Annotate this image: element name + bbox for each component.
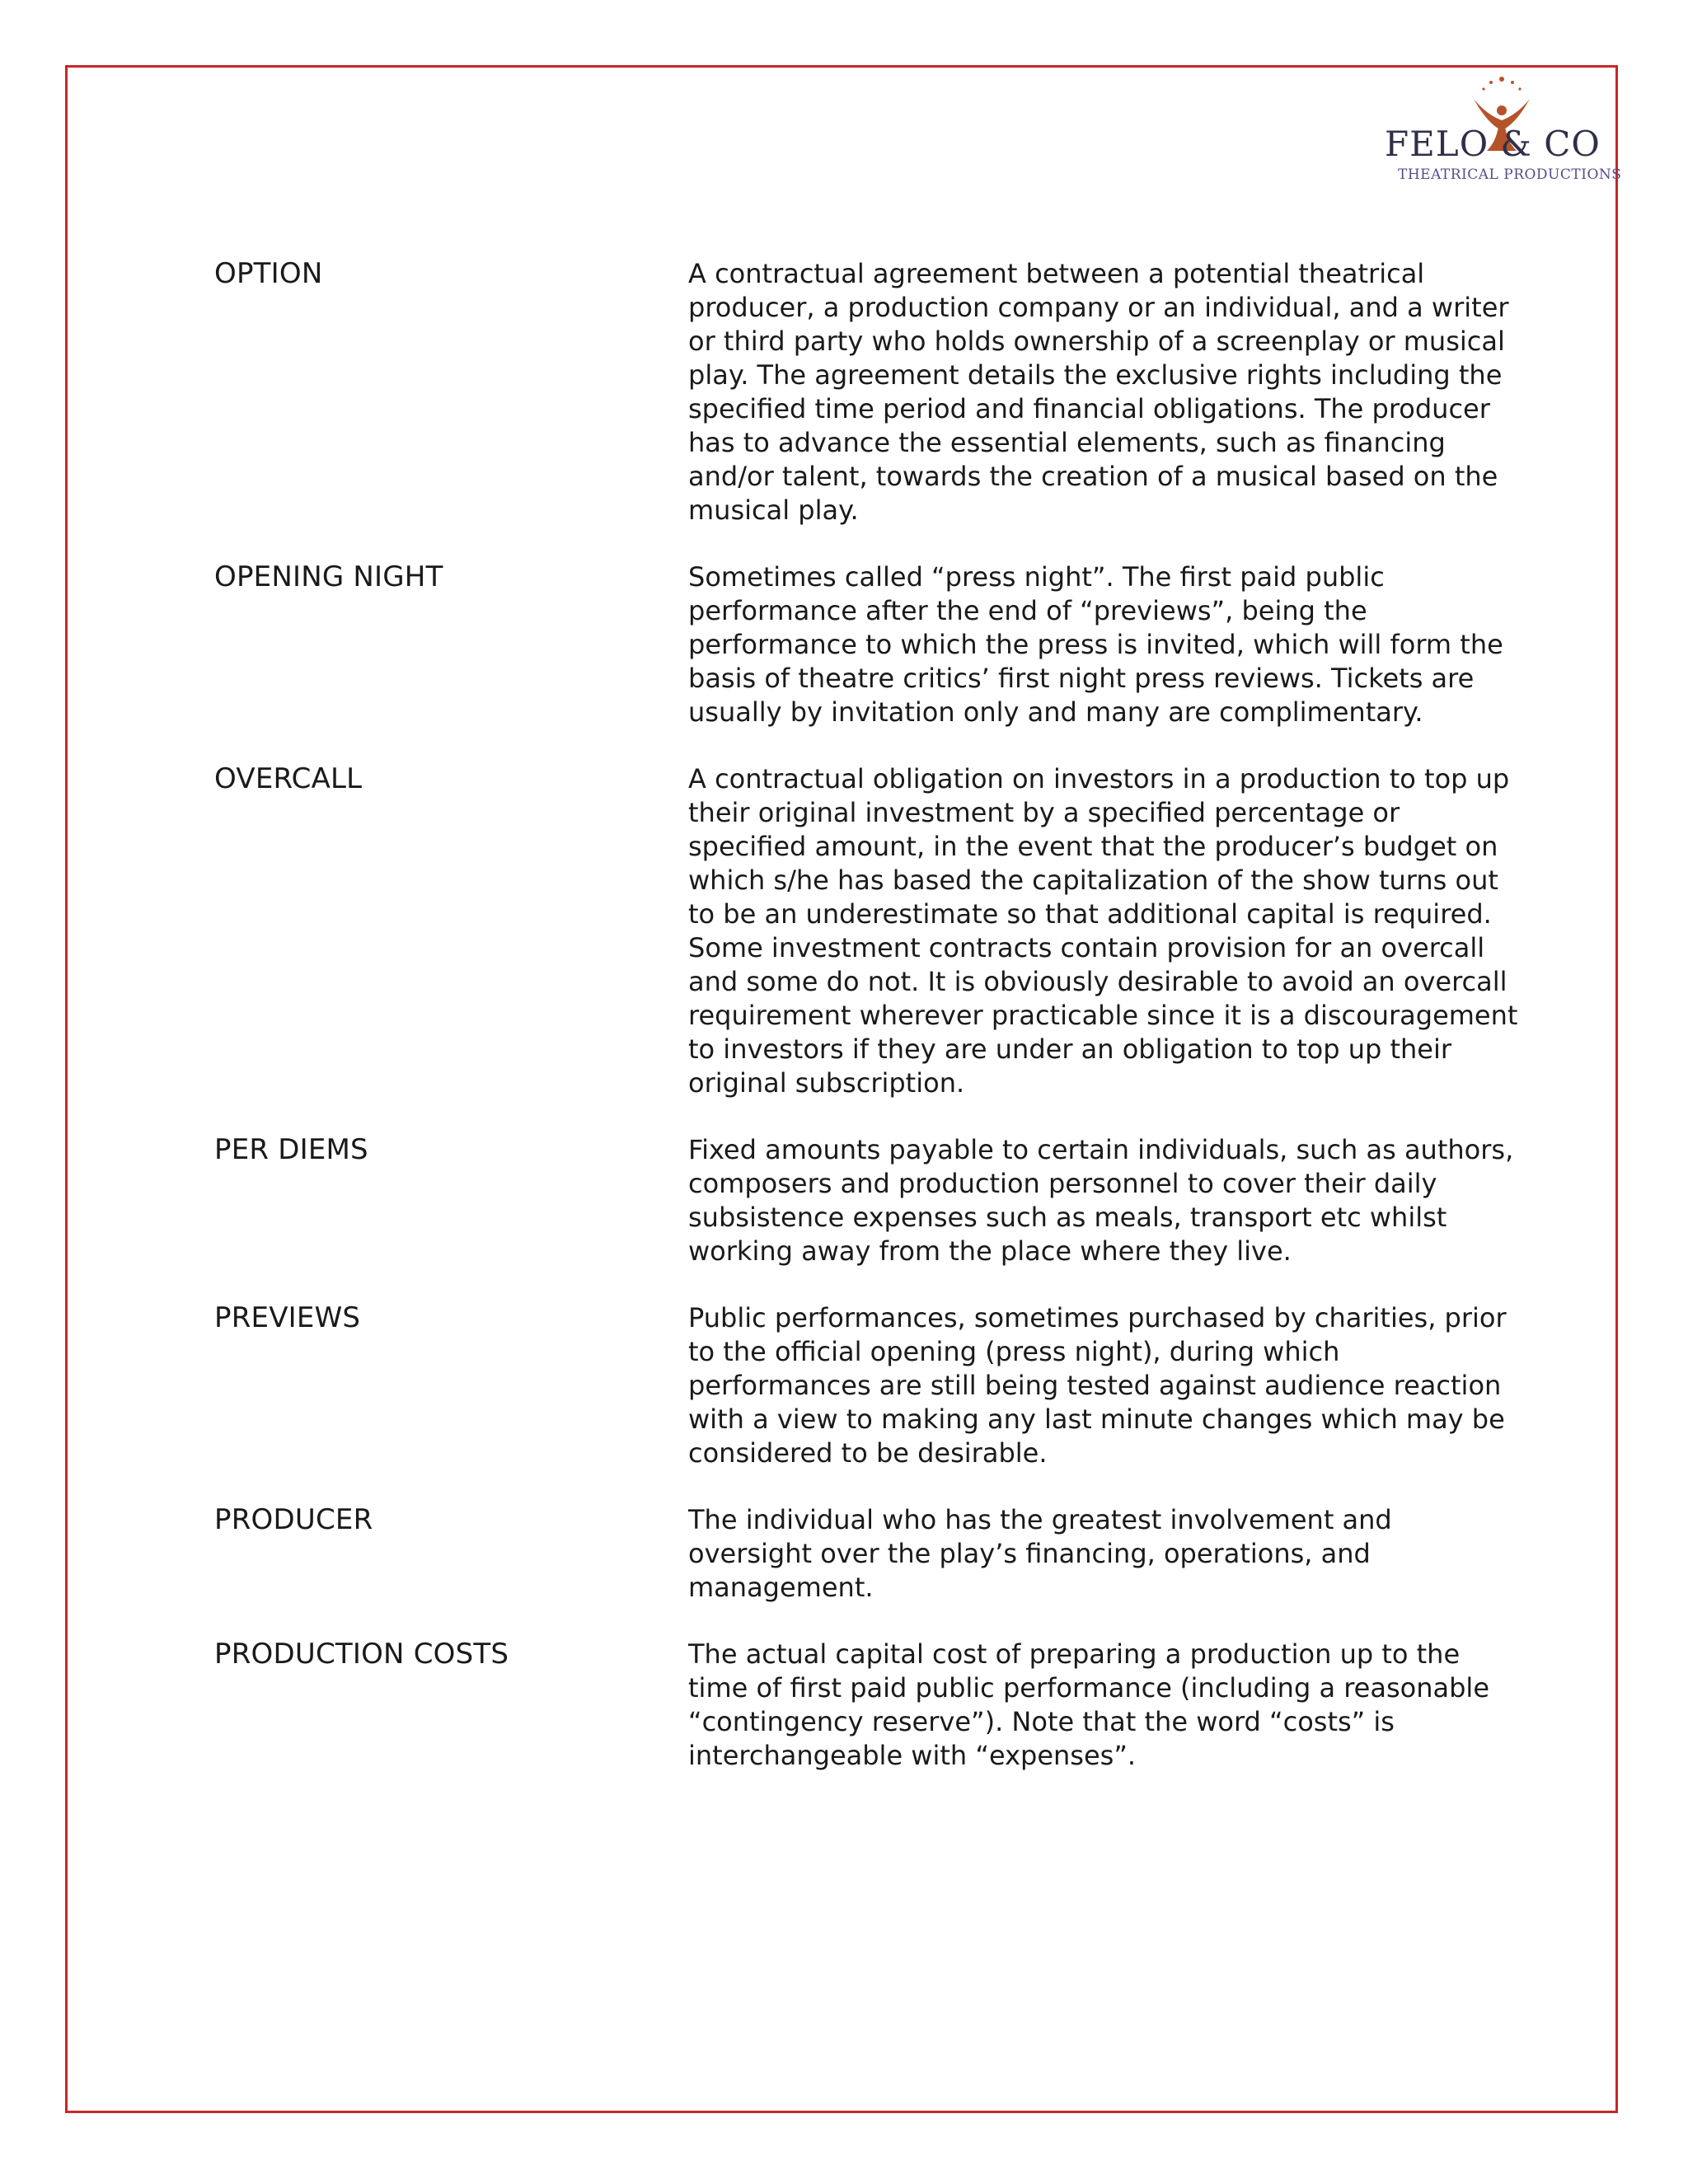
glossary-entry-producer	[214, 1503, 1525, 1605]
glossary-definition: Fixed amounts payable to certain individuals, such as authors, composers and production personnel to cover their daily subsistence expenses such as meals, transport etc whilst working away from the place where they live.	[688, 1134, 1514, 1267]
glossary-term: PER DIEMS	[214, 1133, 368, 1166]
glossary-entry-overcall	[214, 762, 1525, 1100]
glossary-definition: The individual who has the greatest involvement and oversight over the play’s financing, operations, and management.	[688, 1504, 1392, 1603]
glossary-entry-option	[214, 257, 1525, 527]
logo-wordmark: FELO & CO	[1385, 124, 1601, 164]
glossary-entry-opening-night	[214, 560, 1525, 729]
glossary-term: OPENING NIGHT	[214, 560, 443, 593]
logo-tagline: THEATRICAL PRODUCTIONS	[1398, 166, 1622, 183]
glossary-definition: The actual capital cost of preparing a production up to the time of first paid public performance (including a reasonable “contingency reserve”). Note that the word “costs” is interchangeable with “expenses”.	[688, 1638, 1489, 1771]
glossary-definition: Public performances, sometimes purchased by charities, prior to the official opening (press night), during which performances are still being tested against audience reaction with a view to making any last minute changes which may be considered to be desirable.	[688, 1302, 1507, 1469]
company-logo	[1376, 74, 1624, 194]
glossary-term: PREVIEWS	[214, 1301, 361, 1334]
glossary-definition: A contractual obligation on investors in a production to top up their original investment by a specified percentage or specified amount, in the event that the producer’s budget on which s/he has based the capitalization of the show turns out to be an underestimate so that additional capital is required. Some investment contracts contain provision for an overcall and some do not. It is obviously desirable to avoid an overcall requirement wherever practicable since it is a discouragement to investors if they are under an obligation to top up their original subscription.	[688, 763, 1518, 1099]
glossary-term: OVERCALL	[214, 762, 363, 795]
glossary-entry-per-diems	[214, 1133, 1525, 1268]
glossary-list	[214, 257, 1525, 1806]
glossary-term: PRODUCER	[214, 1503, 373, 1536]
glossary-entry-previews	[214, 1301, 1525, 1470]
glossary-term: PRODUCTION COSTS	[214, 1638, 509, 1671]
glossary-definition: Sometimes called “press night”. The first paid public performance after the end of “previews”, being the performance to which the press is invited, which will form the basis of theatre critics’ first night press reviews. Tickets are usually by invitation only and many are complimentary.	[688, 561, 1503, 728]
glossary-definition: A contractual agreement between a potential theatrical producer, a production company or an individual, and a writer or third party who holds ownership of a screenplay or musical play. The agreement details the exclusive rights including the specified time period and financial obligations. The producer has to advance the essential elements, such as financing and/or talent, towards the creation of a musical based on the musical play.	[688, 258, 1509, 526]
glossary-term: OPTION	[214, 257, 323, 290]
glossary-entry-production-costs	[214, 1638, 1525, 1773]
